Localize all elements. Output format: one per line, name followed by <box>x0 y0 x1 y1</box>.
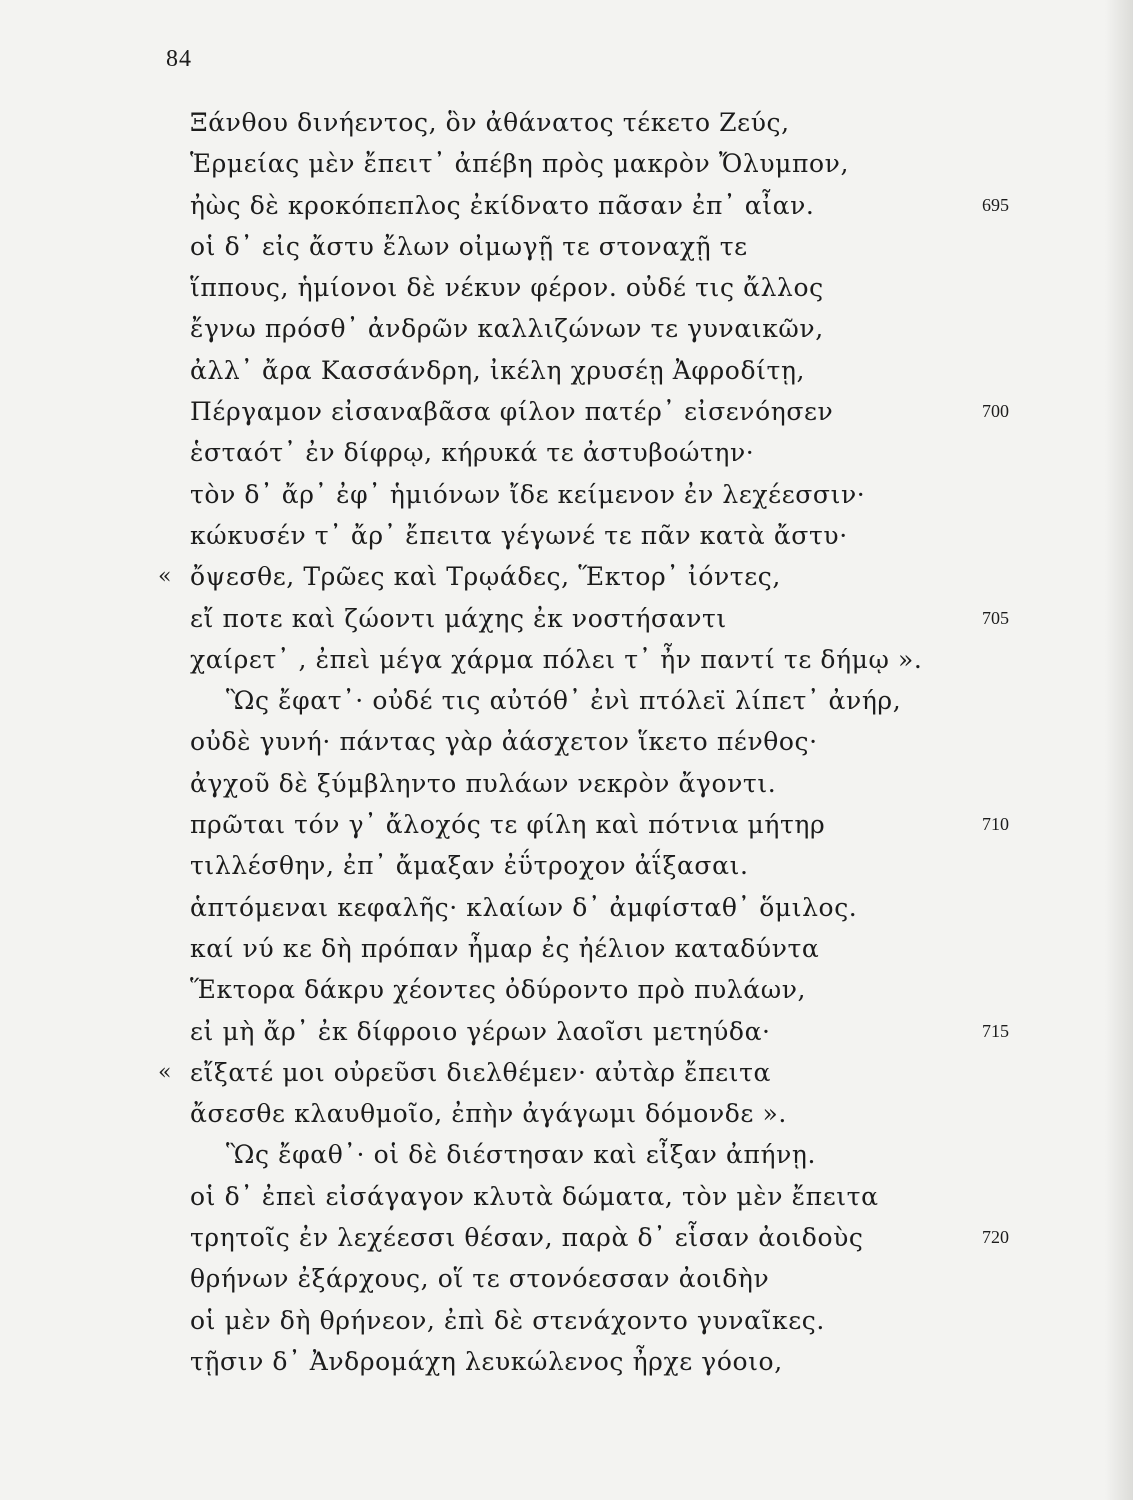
verse-line <box>0 1052 1133 1093</box>
verse-line <box>0 1176 1133 1217</box>
verse-text: Ὣς ἔφαθ᾽· οἱ δὲ διέστησαν καὶ εἶξαν ἀπήνῃ. <box>226 1140 817 1170</box>
verse-text: εἴξατέ μοι οὐρεῦσι διελθέμεν· αὐτὰρ ἔπειτα <box>190 1057 771 1087</box>
page-number: 84 <box>166 46 192 72</box>
verse-line <box>0 969 1133 1010</box>
verse-line <box>0 185 1133 226</box>
verse-text: ἵππους, ἡμίονοι δὲ νέκυν φέρον. οὐδέ τις ἄλλος <box>190 273 824 303</box>
verse-line <box>0 1217 1133 1258</box>
verse-line <box>0 721 1133 762</box>
line-number: 710 <box>982 814 1009 835</box>
verse-line <box>0 928 1133 969</box>
verse-text: τὸν δ᾽ ἄρ᾽ ἐφ᾽ ἡμιόνων ἴδε κείμενον ἐν λεχέεσσιν· <box>190 479 866 509</box>
verse-text: Ἑρμείας μὲν ἔπειτ᾽ ἀπέβη πρὸς μακρὸν Ὄλυμπον, <box>190 149 850 179</box>
verse-text: Ξάνθου δινήεντος, ὃν ἀθάνατος τέκετο Ζεύς, <box>190 108 790 137</box>
verse-line <box>0 515 1133 556</box>
verse-text: εἰ μὴ ἄρ᾽ ἐκ δίφροιο γέρων λαοῖσι μετηύδα· <box>190 1016 771 1046</box>
verse-line <box>0 1093 1133 1134</box>
page-edge-shadow <box>1105 0 1133 1500</box>
verse-line <box>0 308 1133 349</box>
verse-line <box>0 1258 1133 1299</box>
quotation-mark: « <box>158 564 172 590</box>
verse-text: ὄψεσθε, Τρῶες καὶ Τρῳάδες, Ἕκτορ᾽ ἰόντες, <box>190 562 781 592</box>
verse-text: Ὣς ἔφατ᾽· οὐδέ τις αὐτόθ᾽ ἐνὶ πτόλεϊ λίπετ᾽ ἀνήρ, <box>226 686 902 716</box>
verse-text: πρῶται τόν γ᾽ ἄλοχός τε φίλη καὶ πότνια μήτηρ <box>190 810 826 840</box>
verse-text: ἀγχοῦ δὲ ξύμβληντο πυλάων νεκρὸν ἄγοντι. <box>190 768 777 798</box>
verse-text: ἔγνω πρόσθ᾽ ἀνδρῶν καλλιζώνων τε γυναικῶν, <box>190 314 824 344</box>
line-number: 695 <box>982 194 1009 215</box>
verse-text: τῇσιν δ᾽ Ἀνδρομάχη λευκώλενος ἦρχε γόοιο, <box>190 1346 783 1376</box>
verse-line <box>0 1011 1133 1052</box>
verse-line <box>0 845 1133 886</box>
verse-line <box>0 350 1133 391</box>
line-number: 705 <box>982 607 1009 628</box>
verse-text: ἄσεσθε κλαυθμοῖο, ἐπὴν ἀγάγωμι δόμονδε ». <box>190 1099 787 1129</box>
line-number: 720 <box>982 1227 1009 1248</box>
verse-text: ἑσταότ᾽ ἐν δίφρῳ, κήρυκά τε ἀστυβοώτην· <box>190 438 755 468</box>
verse-line <box>0 556 1133 597</box>
verse-text: ἠὼς δὲ κροκόπεπλος ἐκίδνατο πᾶσαν ἐπ᾽ αἶαν. <box>190 190 815 220</box>
verse-text: οὐδὲ γυνή· πάντας γὰρ ἀάσχετον ἵκετο πένθος· <box>190 727 818 757</box>
verse-line <box>0 391 1133 432</box>
verse-line <box>0 763 1133 804</box>
quotation-mark: « <box>158 1059 172 1085</box>
verse-line <box>0 474 1133 515</box>
verse-line <box>0 143 1133 184</box>
verse-line <box>0 432 1133 473</box>
verse-line <box>0 1341 1133 1382</box>
verse-text: οἱ δ᾽ ἐπεὶ εἰσάγαγον κλυτὰ δώματα, τὸν μὲν ἔπειτα <box>190 1181 879 1211</box>
verse-text: οἱ δ᾽ εἰς ἄστυ ἔλων οἰμωγῇ τε στοναχῇ τε <box>190 231 748 261</box>
verse-line <box>0 639 1133 680</box>
verse-line <box>0 1134 1133 1175</box>
verse-line <box>0 267 1133 308</box>
verse-line <box>0 804 1133 845</box>
verse-text: Πέργαμον εἰσαναβᾶσα φίλον πατέρ᾽ εἰσενόησεν <box>190 397 834 427</box>
verse-text: τρητοῖς ἐν λεχέεσσι θέσαν, παρὰ δ᾽ εἷσαν ἀοιδοὺς <box>190 1223 864 1253</box>
verse-text: ἀλλ᾽ ἄρα Κασσάνδρη, ἰκέλη χρυσέῃ Ἀφροδίτῃ, <box>190 355 806 385</box>
verse-text: ἁπτόμεναι κεφαλῆς· κλαίων δ᾽ ἀμφίσταθ᾽ ὅμιλος. <box>190 892 858 922</box>
verse-line <box>0 680 1133 721</box>
verse-text: Ἕκτορα δάκρυ χέοντες ὀδύροντο πρὸ πυλάων, <box>190 975 807 1005</box>
verse-text: τιλλέσθην, ἐπ᾽ ἄμαξαν ἐΰτροχον ἀΐξασαι. <box>190 851 749 881</box>
verse-text: οἱ μὲν δὴ θρήνεον, ἐπὶ δὲ στενάχοντο γυναῖκες. <box>190 1305 825 1335</box>
verse-line <box>0 887 1133 928</box>
verse-text: κώκυσέν τ᾽ ἄρ᾽ ἔπειτα γέγωνέ τε πᾶν κατὰ ἄστυ· <box>190 520 848 550</box>
verse-line <box>0 226 1133 267</box>
verse-block <box>0 102 1133 1382</box>
line-number: 700 <box>982 401 1009 422</box>
verse-line <box>0 1300 1133 1341</box>
verse-text: χαίρετ᾽ , ἐπεὶ μέγα χάρμα πόλει τ᾽ ἦν παντί τε δήμῳ ». <box>190 644 923 674</box>
verse-line <box>0 102 1133 143</box>
verse-text: εἴ ποτε καὶ ζώοντι μάχης ἐκ νοστήσαντι <box>190 603 727 633</box>
verse-line <box>0 598 1133 639</box>
verse-text: θρήνων ἐξάρχους, οἵ τε στονόεσσαν ἀοιδὴν <box>190 1264 770 1294</box>
line-number: 715 <box>982 1020 1009 1041</box>
verse-text: καί νύ κε δὴ πρόπαν ἦμαρ ἐς ἠέλιον καταδύντα <box>190 933 820 963</box>
